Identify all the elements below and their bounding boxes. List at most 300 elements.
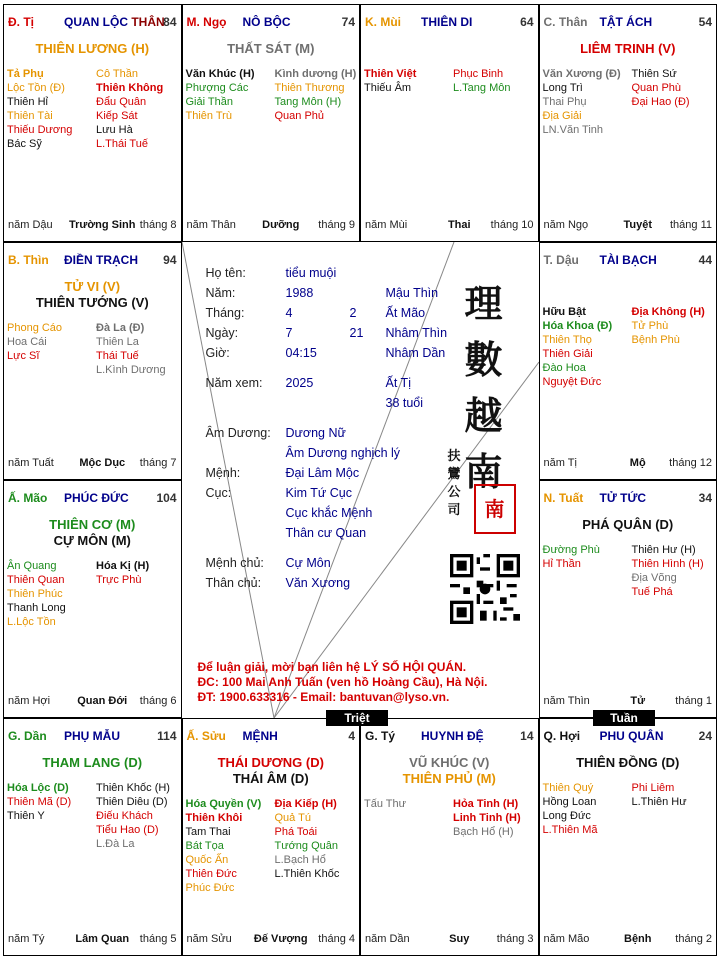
month-label: tháng 7: [139, 457, 177, 469]
palace-name: THIÊN DI: [421, 15, 473, 29]
sub-char: 司: [447, 503, 461, 518]
cuc-note-1: Cục khắc Mệnh: [285, 506, 373, 520]
minor-star: Thanh Long: [7, 602, 66, 614]
palace-header: [187, 729, 356, 743]
palace-cell[interactable]: [360, 4, 539, 242]
palace-name: TÀI BẠCH: [599, 253, 657, 267]
main-stars: [540, 517, 717, 533]
minor-star: Thiên Quý: [542, 782, 594, 794]
palace-branch: G. Tý: [365, 729, 396, 743]
thang-al: 4: [285, 306, 293, 320]
minor-star: Địa Võng: [631, 572, 677, 584]
main-star: THIÊN ĐỒNG (D): [576, 755, 680, 770]
minor-star: Thiên Thọ: [542, 334, 592, 346]
minor-star: Bát Tọa: [185, 840, 224, 852]
calligraphy-sub: [448, 448, 462, 520]
truong-sinh: Tuyệt: [623, 219, 653, 231]
stars-left: [543, 67, 629, 137]
stars-left: [364, 797, 450, 811]
minor-star: Thiên Quan: [7, 574, 65, 586]
year-label: năm Hợi: [8, 695, 51, 707]
month-label: tháng 8: [139, 219, 177, 231]
month-label: tháng 11: [669, 219, 712, 231]
minor-star: Kiếp Sát: [96, 110, 138, 122]
main-stars: [4, 755, 181, 771]
stars-right: [275, 67, 361, 123]
stars-left: [543, 781, 629, 837]
minor-star: Hoa Cái: [7, 336, 47, 348]
ngay-al: 7: [285, 326, 293, 340]
main-star: THÁI ÂM (D): [232, 771, 309, 786]
palace-name: HUYNH ĐỆ: [421, 729, 484, 743]
cuc-label: Cục:: [205, 486, 232, 500]
stars-right: [632, 781, 718, 809]
minor-star: Lực Sĩ: [7, 350, 40, 362]
minor-star: L.Đà La: [96, 838, 135, 850]
truong-sinh: Quan Đới: [77, 695, 128, 707]
minor-star: Thiên Mã (D): [7, 796, 72, 808]
truong-sinh: Mộ: [629, 457, 646, 469]
palace-cell[interactable]: [539, 718, 718, 956]
nam-can-chi: Mậu Thìn: [385, 286, 439, 300]
palace-footer: [187, 219, 356, 232]
minor-star: Tang Môn (H): [274, 96, 342, 108]
palace-header: [365, 729, 534, 743]
minor-star: Thai Phụ: [542, 96, 587, 108]
year-label: năm Dậu: [8, 219, 53, 231]
palace-cell[interactable]: [539, 4, 718, 242]
palace-header: [8, 729, 177, 743]
palace-name: NÔ BỘC: [242, 15, 291, 29]
minor-star: LN.Văn Tinh: [542, 124, 604, 136]
contact-line-2: ĐC: 100 Mai Anh Tuấn (ven hồ Hoàng Cầu), Hà Nội.: [197, 675, 488, 689]
palace-age: 104: [156, 491, 177, 505]
thang-label: Tháng:: [205, 306, 245, 320]
minor-star: Điếu Khách: [96, 810, 153, 822]
sub-char: 鸞: [447, 467, 461, 482]
minor-star: Thiên Giải: [542, 348, 593, 360]
gio-label: Giờ:: [205, 346, 230, 360]
minor-star: L.Thái Tuế: [96, 138, 148, 150]
year-label: năm Thân: [186, 219, 236, 231]
year-label: năm Tý: [8, 933, 45, 945]
minor-star: Thiên Đức: [185, 868, 237, 880]
main-star: PHÁ QUÂN (D): [582, 517, 674, 532]
minor-star: Thiên La: [96, 336, 139, 348]
year-label: năm Ngọ: [543, 219, 589, 231]
truong-sinh: Trường Sinh: [68, 219, 136, 231]
month-label: tháng 3: [496, 933, 534, 945]
minor-star: Cô Thần: [96, 68, 138, 80]
minor-star: Thiên Phúc: [7, 588, 63, 600]
am-duong-note: Âm Dương nghịch lý: [285, 446, 401, 460]
minor-star: L.Lộc Tồn: [7, 616, 56, 628]
nam-value: 1988: [285, 286, 314, 300]
minor-star: Đà La (Đ): [96, 322, 145, 334]
minor-star: Giải Thần: [185, 96, 233, 108]
sub-char: 公: [447, 485, 461, 500]
cuc-value: Kim Tứ Cục: [285, 486, 352, 500]
palace-footer: [365, 219, 534, 232]
main-stars: [4, 517, 181, 549]
palace-name: TẬT ÁCH: [599, 15, 653, 29]
ho-ten-value: tiểu muội: [285, 266, 337, 280]
minor-star: Thiên Không: [96, 82, 164, 94]
minor-star: Địa Giải: [542, 110, 582, 122]
minor-star: Bạch Hổ (H): [453, 826, 514, 838]
minor-star: Thiên Việt: [364, 68, 417, 80]
minor-star: Đường Phù: [542, 544, 600, 556]
palace-header: [544, 491, 713, 505]
minor-star: Tả Phụ: [7, 68, 44, 80]
minor-star: Hóa Kị (H): [96, 560, 150, 572]
year-label: năm Thìn: [543, 695, 590, 707]
minor-star: Đại Hao (Đ): [631, 96, 690, 108]
palace-cell[interactable]: [360, 718, 539, 956]
contact-info: [198, 660, 534, 705]
palace-header: [8, 15, 177, 29]
palace-cell[interactable]: [3, 242, 182, 480]
palace-header: [544, 729, 713, 743]
gio-can-chi: Nhâm Dần: [385, 346, 446, 360]
minor-star: Nguyệt Đức: [542, 376, 602, 388]
minor-star: Phi Liêm: [631, 782, 675, 794]
minor-star: Thiên Thương: [274, 82, 345, 94]
stars-right: [453, 67, 539, 95]
minor-star: L.Kình Dương: [96, 364, 166, 376]
palace-footer: [365, 933, 534, 946]
minor-star: Trực Phù: [96, 574, 142, 586]
palace-header: [544, 15, 713, 29]
main-star: THÁI DƯƠNG (D): [217, 755, 324, 770]
truong-sinh: Tử: [630, 695, 646, 707]
minor-star: Ân Quang: [7, 560, 57, 572]
nam-xem-value: 2025: [285, 376, 314, 390]
palace-cell[interactable]: [182, 718, 361, 956]
minor-star: Quan Phủ: [274, 110, 325, 122]
palace-branch: N. Tuất: [543, 491, 584, 505]
ngay-dl: 21: [349, 326, 364, 340]
stars-left: [7, 781, 93, 823]
main-star: THẤT SÁT (M): [227, 41, 315, 56]
minor-star: Phá Toái: [274, 826, 318, 838]
stars-right: [632, 67, 718, 109]
minor-star: Tuế Phá: [631, 586, 673, 598]
palace-age: 14: [520, 729, 534, 743]
palace-cell[interactable]: [539, 242, 718, 480]
palace-branch: K. Mùi: [365, 15, 401, 29]
palace-header: [8, 491, 177, 505]
palace-age: 64: [520, 15, 534, 29]
minor-star: Thiên Hỉ: [7, 96, 48, 108]
minor-star: Thiên Diêu (D): [96, 796, 168, 808]
palace-branch: B. Thìn: [8, 253, 49, 267]
month-label: tháng 10: [490, 219, 534, 231]
ho-ten-label: Họ tên:: [205, 266, 246, 280]
am-duong-label: Âm Dương:: [205, 426, 271, 440]
calligraphy-logo: [462, 276, 506, 500]
year-label: năm Sửu: [186, 933, 232, 945]
main-stars: [361, 755, 538, 787]
palace-age: 94: [163, 253, 177, 267]
stars-right: [96, 321, 182, 377]
year-label: năm Dần: [365, 933, 410, 945]
stars-right: [96, 781, 182, 851]
minor-star: Văn Xương (Đ): [542, 68, 621, 80]
minor-star: Long Trì: [542, 82, 583, 94]
palace-cell[interactable]: [3, 480, 182, 718]
month-label: tháng 1: [675, 695, 712, 707]
month-label: tháng 6: [139, 695, 177, 707]
stars-left: [7, 67, 93, 151]
palace-footer: [8, 219, 177, 232]
palace-name: QUAN LỘC THÂN: [64, 15, 165, 29]
palace-branch: Ấ. Mão: [8, 491, 48, 505]
minor-star: Thiên Trù: [185, 110, 232, 122]
red-seal: 南: [474, 484, 516, 534]
center-info-panel: [182, 242, 539, 718]
palace-cell[interactable]: [182, 4, 361, 242]
contact-line-3: ĐT: 1900.633316 - Email: bantuvan@lyso.vn.: [197, 690, 450, 704]
stars-right: [632, 543, 718, 599]
month-label: tháng 12: [669, 457, 712, 469]
minor-star: Thiên Sứ: [631, 68, 677, 80]
minor-star: Đẩu Quân: [96, 96, 147, 108]
qr-code[interactable]: [450, 554, 520, 624]
calligraphy-char: 理: [464, 281, 503, 326]
truong-sinh: Lâm Quan: [75, 933, 130, 945]
thang-dl: 2: [349, 306, 357, 320]
than-marker: THÂN: [128, 15, 165, 29]
year-label: năm Tị: [543, 457, 577, 469]
palace-footer: [544, 457, 713, 470]
main-star: TỬ VI (V): [64, 279, 121, 294]
stars-left: [543, 305, 629, 389]
minor-star: Hỏa Tinh (H): [453, 798, 519, 810]
minor-star: L.Thiên Hư: [631, 796, 687, 808]
palace-age: 44: [698, 253, 712, 267]
main-stars: [540, 41, 717, 57]
minor-star: Phong Cáo: [7, 322, 63, 334]
year-label: năm Mão: [543, 933, 590, 945]
minor-star: L.Bạch Hổ: [274, 854, 326, 866]
palace-age: 74: [341, 15, 355, 29]
minor-star: Lưu Hà: [96, 124, 133, 136]
month-label: tháng 9: [318, 219, 355, 231]
palace-footer: [544, 933, 713, 946]
palace-cell[interactable]: [3, 4, 182, 242]
palace-header: [187, 15, 356, 29]
minor-star: Thiên Y: [7, 810, 45, 822]
minor-star: Phục Binh: [453, 68, 504, 80]
main-star: THIÊN PHỦ (M): [402, 771, 496, 786]
minor-star: Thiên Tài: [7, 110, 53, 122]
main-stars: [540, 755, 717, 771]
main-star: CỰ MÔN (M): [53, 533, 131, 548]
minor-star: Tiểu Hao (D): [96, 824, 159, 836]
minor-star: Linh Tinh (H): [453, 812, 521, 824]
minor-star: Tướng Quân: [274, 840, 338, 852]
main-stars: [183, 41, 360, 57]
palace-name: MỆNH: [242, 729, 278, 743]
palace-footer: [8, 933, 177, 946]
minor-star: Hóa Lộc (D): [7, 782, 69, 794]
main-stars: [4, 279, 181, 311]
cuc-note-2: Thân cư Quan: [285, 526, 367, 540]
calligraphy-char: 越: [464, 393, 503, 438]
palace-age: 114: [157, 729, 177, 743]
minor-star: Thiên Khôi: [185, 812, 243, 824]
palace-branch: T. Dậu: [543, 253, 579, 267]
truong-sinh: Mộc Dục: [79, 457, 126, 469]
palace-name: PHỤ MẪU: [64, 729, 120, 743]
minor-star: Thiếu Dương: [7, 124, 73, 136]
minor-star: L.Thiên Khốc: [274, 868, 340, 880]
palace-branch: G. Dần: [8, 729, 47, 743]
minor-star: Tử Phù: [631, 320, 669, 332]
menh-value: Đại Lâm Mộc: [285, 466, 360, 480]
minor-star: Đào Hoa: [542, 362, 586, 374]
main-star: THIÊN CƠ (M): [49, 517, 136, 532]
palace-branch: Đ. Tị: [8, 15, 34, 29]
month-label: tháng 5: [139, 933, 177, 945]
main-star: THIÊN TƯỚNG (V): [35, 295, 149, 310]
palace-footer: [544, 219, 713, 232]
truong-sinh: Thai: [447, 219, 471, 231]
truong-sinh: Bệnh: [624, 933, 652, 945]
minor-star: Phượng Các: [185, 82, 249, 94]
la-so-chart: [3, 4, 717, 956]
nam-label: Năm:: [205, 286, 236, 300]
menh-label: Mệnh:: [205, 466, 241, 480]
stars-left: [7, 321, 93, 363]
stars-left: [7, 559, 93, 629]
menh-chu-label: Mệnh chủ:: [205, 556, 264, 570]
stars-left: [186, 797, 272, 895]
thang-can-chi: Ất Mão: [385, 306, 426, 320]
palace-name: PHU QUÂN: [599, 729, 664, 743]
am-duong-value: Dương Nữ: [285, 426, 346, 440]
minor-star: Bệnh Phù: [631, 334, 680, 346]
minor-star: Quốc Ấn: [185, 854, 229, 866]
minor-star: Thiên Hình (H): [631, 558, 704, 570]
contact-line-1: Để luận giải, mời bạn liên hệ LÝ SỐ HỘI QUÁN.: [197, 660, 467, 674]
main-star: VŨ KHÚC (V): [409, 755, 490, 770]
minor-star: Long Đức: [542, 810, 591, 822]
truong-sinh: Đế Vượng: [253, 933, 308, 945]
truong-sinh: Suy: [449, 933, 470, 945]
ngay-can-chi: Nhâm Thìn: [385, 326, 448, 340]
minor-star: Địa Không (H): [631, 306, 705, 318]
calligraphy-char: 南: [464, 449, 503, 494]
palace-header: [365, 15, 534, 29]
palace-name: TỬ TỨC: [599, 491, 647, 505]
stars-right: [453, 797, 539, 839]
than-chu-value: Văn Xương: [285, 576, 351, 590]
palace-cell[interactable]: [3, 718, 182, 956]
minor-star: Thiên Hư (H): [631, 544, 696, 556]
minor-star: Địa Kiếp (H): [274, 798, 337, 810]
palace-age: 4: [348, 729, 355, 743]
minor-star: Tam Thai: [185, 826, 231, 838]
palace-footer: [8, 695, 177, 708]
year-label: năm Mùi: [365, 219, 408, 231]
minor-star: Thái Tuế: [96, 350, 139, 362]
palace-branch: M. Ngọ: [186, 15, 227, 29]
palace-footer: [187, 933, 356, 946]
minor-star: Quả Tú: [274, 812, 311, 824]
palace-footer: [544, 695, 713, 708]
sub-char: 扶: [447, 449, 461, 464]
main-star: THIÊN LƯƠNG (H): [35, 41, 150, 56]
stars-right: [275, 797, 361, 881]
palace-age: 24: [698, 729, 712, 743]
stars-left: [186, 67, 272, 123]
stars-right: [96, 67, 182, 151]
minor-star: Thiên Khốc (H): [96, 782, 170, 794]
palace-name: ĐIỀN TRẠCH: [64, 253, 138, 267]
minor-star: L.Tang Môn: [453, 82, 511, 94]
minor-star: Hóa Quyền (V): [185, 798, 262, 810]
stars-right: [96, 559, 182, 587]
minor-star: Thiếu Âm: [364, 82, 412, 94]
palace-branch: Ấ. Sửu: [186, 729, 226, 743]
minor-star: Tấu Thư: [364, 798, 407, 810]
main-star: LIÊM TRINH (V): [580, 41, 676, 56]
nam-xem-label: Năm xem:: [205, 376, 263, 390]
stars-left: [543, 543, 629, 571]
triet-marker: Triệt: [326, 710, 388, 726]
ngay-label: Ngày:: [205, 326, 239, 340]
minor-star: Phúc Đức: [185, 882, 235, 894]
tuan-marker: Tuần: [593, 710, 655, 726]
palace-header: [544, 253, 713, 267]
nam-xem-can-chi: Ất Tị: [385, 376, 411, 390]
tuoi-value: 38 tuổi: [385, 396, 424, 410]
stars-left: [364, 67, 450, 95]
truong-sinh: Dưỡng: [262, 219, 300, 231]
minor-star: Hữu Bật: [542, 306, 586, 318]
palace-cell[interactable]: [539, 480, 718, 718]
minor-star: Kình dương (H): [274, 68, 357, 80]
minor-star: Quan Phù: [631, 82, 682, 94]
gio-value: 04:15: [285, 346, 317, 360]
minor-star: Văn Khúc (H): [185, 68, 255, 80]
palace-header: [8, 253, 177, 267]
main-stars: [4, 41, 181, 57]
palace-age: 34: [698, 491, 712, 505]
month-label: tháng 4: [318, 933, 355, 945]
calligraphy-char: 數: [464, 337, 503, 382]
minor-star: Hồng Loan: [542, 796, 597, 808]
than-chu-label: Thân chủ:: [205, 576, 262, 590]
palace-age: 84: [163, 15, 177, 29]
minor-star: Hỉ Thần: [542, 558, 581, 570]
year-label: năm Tuất: [8, 457, 54, 469]
palace-name: PHÚC ĐỨC: [64, 491, 129, 505]
main-stars: [183, 755, 360, 787]
minor-star: Hóa Khoa (Đ): [542, 320, 613, 332]
palace-age: 54: [698, 15, 712, 29]
main-star: THAM LANG (D): [42, 755, 143, 770]
minor-star: L.Thiên Mã: [542, 824, 598, 836]
palace-branch: C. Thân: [543, 15, 588, 29]
menh-chu-value: Cự Môn: [285, 556, 331, 570]
palace-footer: [8, 457, 177, 470]
stars-right: [632, 305, 718, 347]
minor-star: Lộc Tồn (Đ): [7, 82, 65, 94]
minor-star: Bác Sỹ: [7, 138, 42, 150]
